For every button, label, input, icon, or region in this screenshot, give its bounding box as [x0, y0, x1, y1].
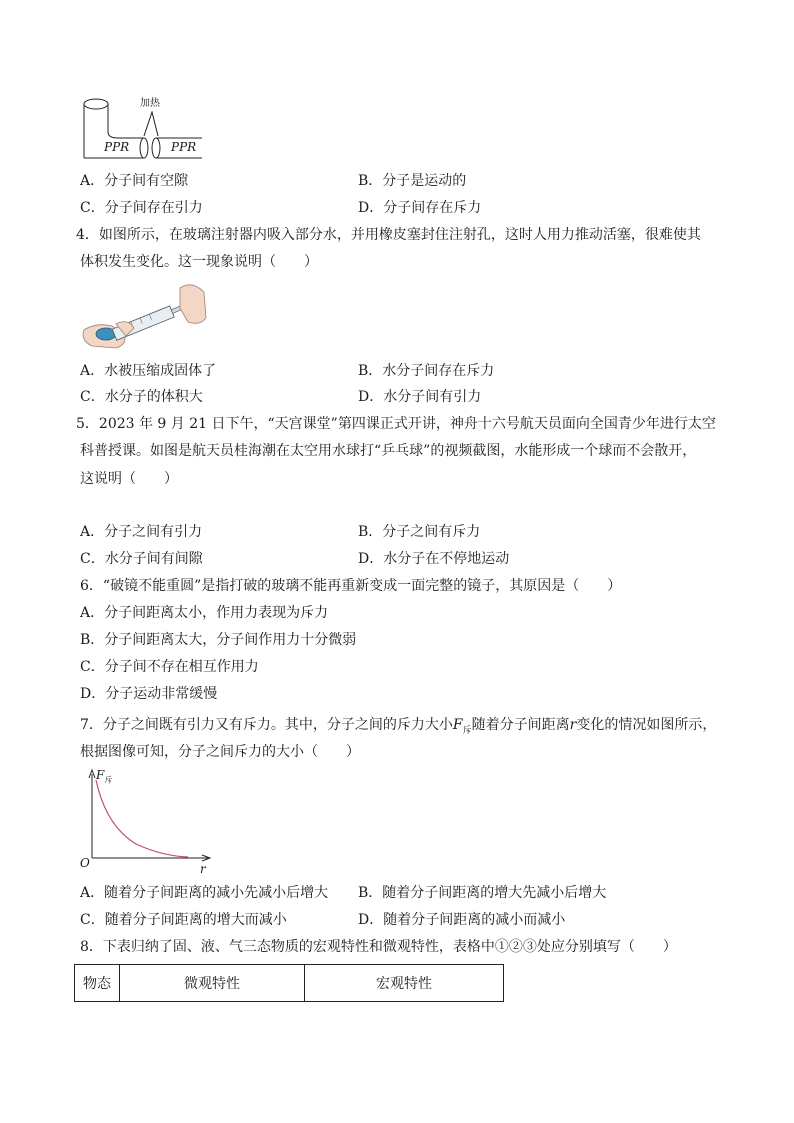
heat-label: 加热 [140, 98, 160, 109]
q7-stem-part-c: 变化的情况如图所示， [576, 717, 717, 733]
q7-stem-line1 [80, 716, 716, 740]
q5-option-d: D．水分子在不停地运动 [358, 551, 510, 567]
q3-option-b: B．分子是运动的 [358, 173, 467, 189]
q7-var-r: r [569, 717, 577, 733]
graph-origin-label: O [80, 856, 90, 870]
syringe-illustration [76, 278, 210, 354]
pipe-label-left: PPR [104, 140, 130, 154]
q6-stem: 6．“破镜不能重圆”是指打破的玻璃不能再重新变成一面完整的镜子，其原因是（ ） [80, 578, 622, 594]
header-cell-macro: 宏观特性 [305, 965, 504, 1002]
q3-option-d: D．分子间存在斥力 [358, 200, 482, 216]
q5-stem-line2: 科普授课。如图是航天员桂海潮在太空用水球打“乒乓球”的视频截图，水能形成一个球而不会散开， [80, 443, 697, 459]
q5-stem-line1: 5．2023 年 9 月 21 日下午，“天宫课堂”第四课正式开讲，神舟十六号航天员面向全国青少年进行太空 [76, 416, 716, 432]
q6-option-d: D．分子运动非常缓慢 [80, 686, 218, 702]
q7-stem-line2: 根据图像可知，分子之间斥力的大小（ ） [80, 744, 360, 760]
q4-option-d: D．水分子间有引力 [358, 389, 482, 405]
syringe-figure [76, 278, 210, 354]
q7-stem-part-b: 随着分子间距离 [471, 717, 570, 733]
ppr-pipe-figure [78, 92, 208, 162]
q5-stem-line3: 这说明（ ） [80, 471, 178, 487]
repulsion-graph [76, 766, 216, 878]
q4-option-b: B．水分子间存在斥力 [358, 363, 495, 379]
q4-stem-line2: 体积发生变化。这一现象说明（ ） [80, 254, 318, 270]
q3-option-a: A．分子间有空隙 [80, 173, 189, 189]
q5-option-b: B．分子之间有斥力 [358, 524, 481, 540]
q6-option-b: B．分子间距离太大，分子间作用力十分微弱 [80, 632, 357, 648]
pipe-label-right: PPR [171, 140, 197, 154]
q4-option-c: C．水分子的体积大 [80, 389, 203, 405]
q5-option-c: C．水分子间有间隙 [80, 551, 203, 567]
q7-stem-part-a: 7．分子之间既有引力又有斥力。其中，分子之间的斥力大小 [80, 717, 453, 733]
header-cell-state: 物态 [75, 965, 120, 1002]
q3-option-c: C．分子间存在引力 [80, 200, 203, 216]
states-of-matter-table [74, 964, 504, 1002]
graph-y-label: $F_斥$ [96, 768, 113, 785]
q7-var-f: F [452, 717, 463, 733]
q5-option-a: A．分子之间有引力 [80, 524, 203, 540]
q7-option-b: B．随着分子间距离的增大先减小后增大 [358, 885, 607, 901]
q8-stem: 8．下表归纳了固、液、气三态物质的宏观特性和微观特性，表格中①②③处应分别填写（ ） [80, 939, 677, 955]
q6-option-a: A．分子间距离太小，作用力表现为斥力 [80, 605, 329, 621]
q7-option-c: C．随着分子间距离的增大而减小 [80, 912, 287, 928]
q7-option-a: A．随着分子间距离的减小先减小后增大 [80, 885, 329, 901]
header-cell-micro: 微观特性 [120, 965, 305, 1002]
q6-option-c: C．分子间不存在相互作用力 [80, 659, 259, 675]
q7-option-d: D．随着分子间距离的减小而减小 [358, 912, 566, 928]
repulsion-curve [96, 780, 188, 857]
graph-x-label: r [200, 862, 206, 876]
q4-stem-line1: 4．如图所示，在玻璃注射器内吸入部分水，并用橡皮塞封住注射孔，这时人用力推动活塞，很难使其 [76, 227, 701, 243]
table-header-row [75, 965, 504, 1002]
q7-var-f-sub: 斥 [462, 725, 472, 736]
q4-option-a: A．水被压缩成固体了 [80, 363, 217, 379]
